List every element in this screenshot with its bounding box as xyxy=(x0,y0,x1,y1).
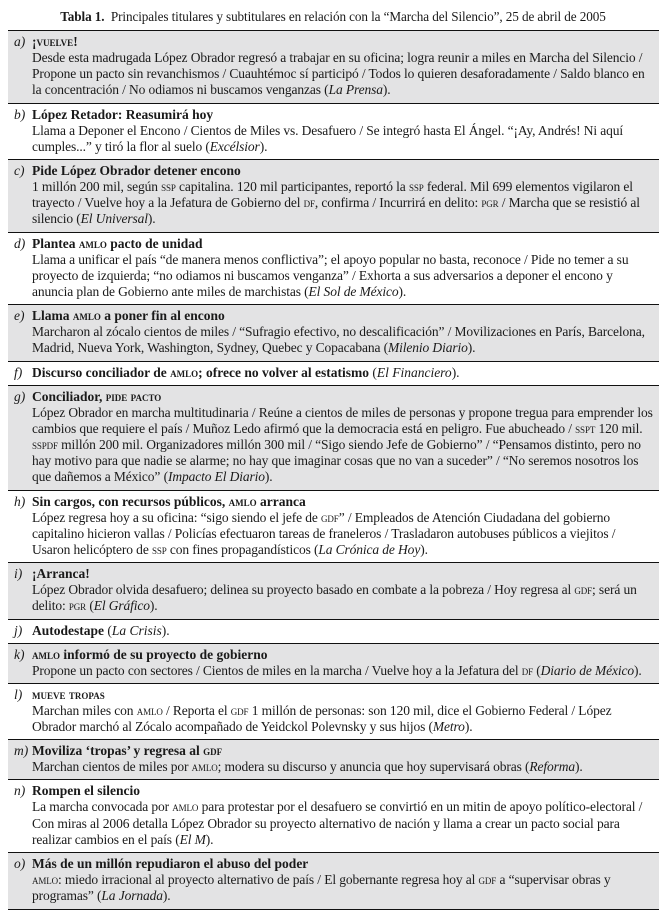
table-row xyxy=(8,780,659,853)
row-letter: i) xyxy=(14,566,23,582)
row-body: López regresa hoy a su oficina: “sigo siendo el jefe de gdf” / Empleados de Atención Ciudadana del gobierno capitalino hicieron vallas / Policías efectuaron tareas de franeleros / Trasladaron autobuses públicos a viejitos / Usaron helicóptero de ssp con fines propagandísticos (La Crónica de Hoy). xyxy=(32,509,616,558)
row-headline: Moviliza ‘tropas’ y regresa al gdf xyxy=(32,743,223,759)
newspaper-source: El Sol de México xyxy=(308,284,399,300)
acronym: sspt xyxy=(575,420,596,436)
table-row xyxy=(8,104,659,160)
row-headline xyxy=(32,687,653,703)
acronym: mueve tropas xyxy=(32,686,105,702)
row-headline: Sin cargos, con recursos públicos, amlo arranca xyxy=(32,493,306,509)
row-body: La marcha convocada por amlo para protestar por el desafuero se convirtió en un mitin de apoyo político-electoral / Con miras al 2006 detalla López Obrador su proyecto alternativo de nación y llama a crear un pacto social para realizar cambios en el país (El M). xyxy=(32,799,643,847)
table-row xyxy=(8,362,659,386)
table-row xyxy=(8,563,659,619)
newspaper-source: El Universal xyxy=(80,211,148,227)
row-headline: Llama amlo a poner fin al encono xyxy=(32,308,225,324)
acronym: pgr xyxy=(68,598,87,614)
table-caption-text: Principales titulares y subtitulares en relación con la “Marcha del Silencio”, 25 de abril de 2005 xyxy=(110,9,606,24)
acronym: ssp xyxy=(161,179,176,195)
row-headline: Pide López Obrador detener encono xyxy=(32,163,241,179)
newspaper-source: La Crisis xyxy=(111,622,162,638)
newspaper-source: La Crónica de Hoy xyxy=(318,542,421,558)
row-letter: g) xyxy=(14,388,26,404)
acronym: amlo xyxy=(136,702,163,718)
row-headline: Más de un millón repudiaron el abuso del poder xyxy=(32,856,309,872)
acronym: df xyxy=(303,195,315,211)
row-body: Desde esta madrugada López Obrador regresó a trabajar en su oficina; logra reunir a miles en Marcha del Silencio / Propone un pacto sin revanchismos / Cuauhtémoc sí participó / Todos lo quieren desaforadamente / Saldo blanco en la concentración / No odiamos ni buscamos venganzas (La Prensa). xyxy=(32,50,645,98)
table-row xyxy=(8,31,659,104)
row-headline: ¡vuelve! xyxy=(32,34,78,49)
row-body: Marchan cientos de miles por amlo; modera su discurso y anuncia que hoy supervisará obras (Reforma). xyxy=(32,759,583,775)
newspaper-source: Metro xyxy=(432,719,465,735)
table-row xyxy=(8,160,659,233)
acronym: amlo xyxy=(228,493,257,509)
acronym: gdf xyxy=(230,702,249,718)
newspaper-source: El Gráfico xyxy=(93,598,150,614)
row-body: Marcharon al zócalo cientos de miles / “Sufragio efectivo, no descalificación” / Movilizaciones en París, Barcelona, Madrid, Nueva York, Washington, Sydney, Quebec y Copacabana (Milenio Diario). xyxy=(32,324,645,356)
row-letter: k) xyxy=(14,646,25,662)
acronym: amlo xyxy=(170,364,199,380)
table-row xyxy=(8,620,659,644)
table-row xyxy=(8,644,659,684)
row-letter: e) xyxy=(14,308,25,324)
table-row xyxy=(8,684,659,740)
acronym: amlo xyxy=(32,646,60,662)
acronym: ssp xyxy=(151,542,167,558)
row-body: 1 millón 200 mil, según ssp capitalina. 120 mil participantes, reportó la ssp federal. Mil 699 elementos vigilaron el trayecto / Vuelve hoy a la Jefatura de Gobierno del df, confirma / Incurrirá en delito: pgr / Marcha que se resistió al silencio (El Universal). xyxy=(32,179,640,227)
table-row xyxy=(8,491,659,564)
row-headline: Plantea amlo pacto de unidad xyxy=(32,235,203,251)
newspaper-source: Impacto El Diario xyxy=(167,469,265,485)
table-row xyxy=(8,233,659,306)
newspaper-source: El M xyxy=(179,831,206,847)
acronym: amlo xyxy=(172,799,199,815)
row-body: López Obrador olvida desafuero; delinea su proyecto basado en combate a la pobreza / Hoy regresa al gdf; será un delito: pgr (El Gráfico). xyxy=(32,582,637,614)
table-row xyxy=(8,386,659,491)
row-letter: l) xyxy=(14,686,23,702)
headlines-table xyxy=(8,30,659,910)
row-headline: ¡Arranca! xyxy=(32,566,90,582)
row-body: Llama a Deponer el Encono / Cientos de Miles vs. Desafuero / Se integró hasta El Ángel. “¡Ay, Andrés! Ni aquí cumples...” y tiró la flor al suelo (Excélsior). xyxy=(32,122,624,154)
acronym: pide pacto xyxy=(105,388,162,404)
row-letter: h) xyxy=(14,493,26,509)
row-body: Propone un pacto con sectores / Cientos de miles en la marcha / Vuelve hoy a la Jefatura del df (Diario de México). xyxy=(32,662,642,678)
row-letter: o) xyxy=(14,856,26,872)
row-letter: f) xyxy=(14,364,23,380)
row-body: Marchan miles con amlo / Reporta el gdf 1 millón de personas: son 120 mil, dice el Gobierno Federal / López Obrador marchó al Zócalo acompañado de Yeidckol Polevnsky y sus hijos (Metro). xyxy=(32,702,612,735)
row-headline: amlo informó de su proyecto de gobierno xyxy=(32,646,268,662)
acronym: amlo xyxy=(78,235,107,251)
row-letter: j) xyxy=(14,622,23,638)
table-row xyxy=(8,853,659,909)
acronym: sspdf xyxy=(32,437,58,453)
acronym: vuelve xyxy=(36,34,74,49)
newspaper-source: Diario de México xyxy=(540,662,634,678)
newspaper-source: Excélsior xyxy=(209,138,260,154)
table-row xyxy=(8,740,659,780)
newspaper-source: La Jornada xyxy=(101,888,163,904)
row-headline: López Retador: Reasumirá hoy xyxy=(32,106,214,122)
table-caption-label: Tabla 1. xyxy=(60,9,105,24)
table-row xyxy=(8,305,659,361)
newspaper-source: La Prensa xyxy=(328,82,383,98)
acronym: gdf xyxy=(321,509,339,525)
table-caption xyxy=(0,9,666,25)
row-body: amlo: miedo irracional al proyecto alternativo de país / El gobernante regresa hoy al gdf a “supervisar obras y programas” (La Jornada). xyxy=(32,872,611,904)
newspaper-source: El Financiero xyxy=(376,364,452,380)
acronym: ssp xyxy=(408,179,424,195)
row-letter: b) xyxy=(14,106,26,122)
row-headline: Conciliador, pide pacto xyxy=(32,388,162,404)
acronym: df xyxy=(521,662,534,678)
row-headline: Autodestape (La Crisis). xyxy=(32,622,170,638)
acronym: amlo xyxy=(32,872,59,888)
newspaper-source: Reforma xyxy=(529,759,576,775)
row-letter: d) xyxy=(14,235,26,251)
acronym: pgr xyxy=(481,195,499,211)
acronym: gdf xyxy=(203,743,223,759)
acronym: gdf xyxy=(574,582,593,598)
acronym: amlo xyxy=(191,759,218,775)
row-headline: Discurso conciliador de amlo; ofrece no volver al estatismo (El Financiero). xyxy=(32,364,460,380)
row-body: López Obrador en marcha multitudinaria / Reúne a cientos de miles de personas y propone tregua para emprender los cambios que requiere el país / Muñoz Ledo afirmó que la democracia está en peligro. Fue abucheado / sspt 120 mil. sspdf millón 200 mil. Organizadores millón 300 mil / “Sigo siendo Jefe de Gobierno” / “Pensamos distinto, pero no hay motivo para que nadie se alarme; no hay que imaginar cosas que no van a suceder” / “No seremos nosotros los que dañemos a México” (Impacto El Diario). xyxy=(32,404,653,485)
row-body: Llama a unificar el país “de manera menos conflictiva”; el apoyo popular no basta, reconoce / Pide no temer a su proyecto de izquierda; “no odiamos ni buscamos venganza” / Exhorta a sus adversarios a deponer el encono y anuncia plan de Gobierno ante miles de marchistas (El Sol de México). xyxy=(32,251,629,300)
row-headline: Rompen el silencio xyxy=(32,783,140,799)
row-letter: c) xyxy=(14,163,25,179)
row-letter: a) xyxy=(14,34,26,49)
row-letter: m) xyxy=(14,743,29,759)
acronym: gdf xyxy=(478,872,497,888)
acronym: amlo xyxy=(72,308,101,324)
row-letter: n) xyxy=(14,783,26,799)
newspaper-source: Milenio Diario xyxy=(388,340,468,356)
